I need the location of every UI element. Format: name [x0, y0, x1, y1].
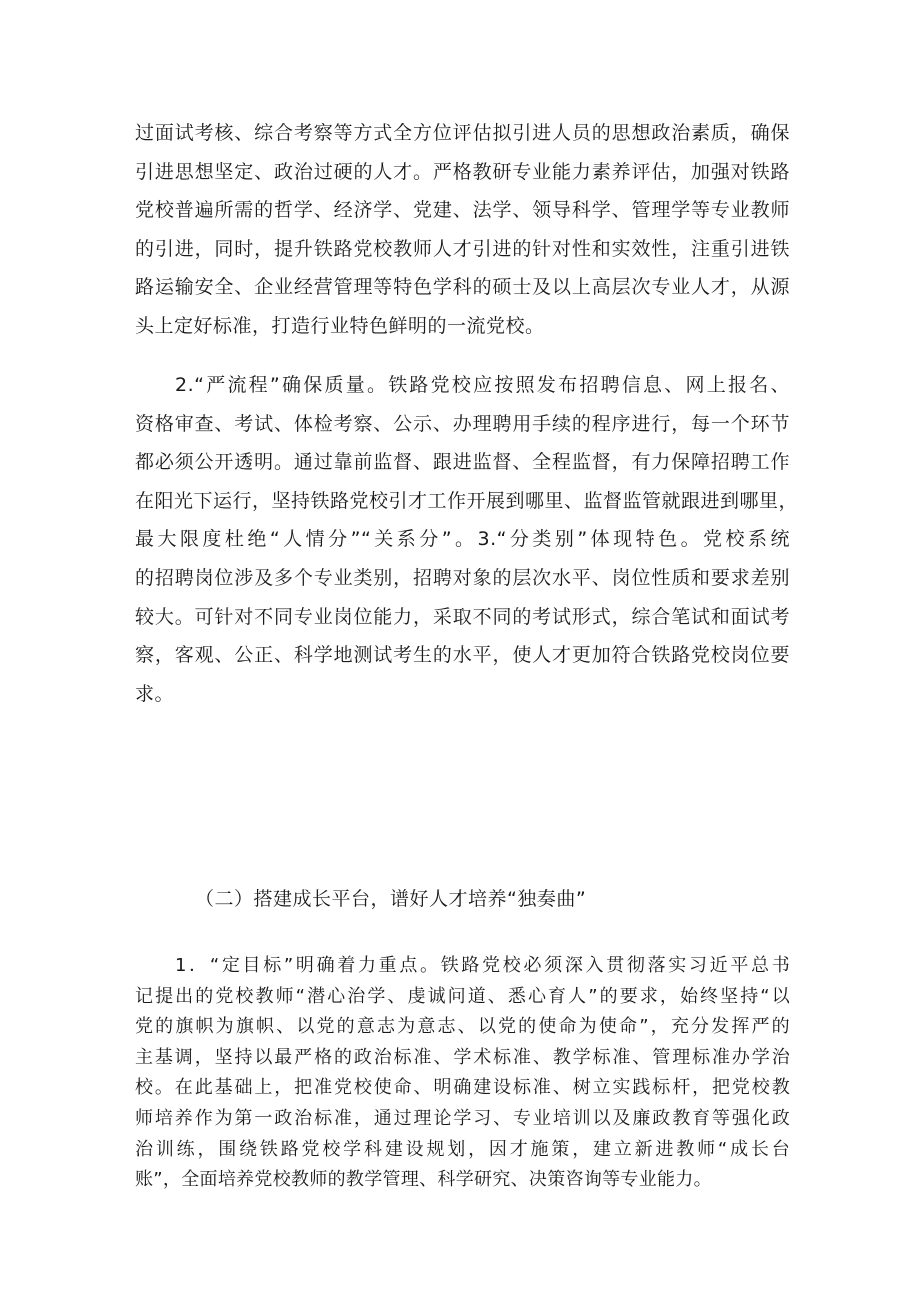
text-line: 主基调，坚持以最严格的政治标准、学术标准、教学标准、管理标准办学治	[135, 1046, 790, 1068]
text-line: 资格审查、考试、体检考察、公示、办理聘用手续的程序进行，每一个环节	[135, 412, 790, 435]
paragraph-talent-assessment	[135, 114, 790, 346]
text-line: 求。	[135, 682, 175, 705]
text-line: 引进思想坚定、政治过硬的人才。严格教研专业能力素养评估，加强对铁路	[135, 160, 790, 183]
text-line: 头上定好标准，打造行业特色鲜明的一流党校。	[135, 314, 545, 337]
text-line: 账”，全面培养党校教师的教学管理、科学研究、决策咨询等专业能力。	[135, 1169, 712, 1191]
text-line: 党校普遍所需的哲学、经济学、党建、法学、领导科学、管理学等专业教师	[135, 199, 790, 222]
section-subheading: （二）搭建成长平台，谱好人才培养“独奏曲”	[195, 888, 587, 910]
paragraph-set-goals	[135, 951, 790, 1196]
text-line: 的招聘岗位涉及多个专业类别，招聘对象的层次水平、岗位性质和要求差别	[135, 566, 790, 589]
text-line: 的引进，同时，提升铁路党校教师人才引进的针对性和实效性，注重引进铁	[135, 237, 790, 260]
text-line: 察，客观、公正、科学地测试考生的水平，使人才更加符合铁路党校岗位要	[135, 644, 790, 667]
text-line: 过面试考核、综合考察等方式全方位评估拟引进人员的思想政治素质，确保	[135, 122, 790, 144]
paragraph-strict-process	[135, 366, 799, 713]
text-line: 1．“定目标”明确着力重点。铁路党校必须深入贯彻落实习近平总书	[175, 955, 790, 976]
text-line: 最大限度杜绝“人情分”“关系分”。3.“分类别”体现特色。党校系统	[135, 528, 790, 551]
text-line: 在阳光下运行，坚持铁路党校引才工作开展到哪里、监督监管就跟进到哪里，	[135, 489, 799, 512]
text-line: 2.“严流程”确保质量。铁路党校应按照发布招聘信息、网上报名、	[175, 374, 790, 396]
text-line: 都必须公开透明。通过靠前监督、跟进监督、全程监督，有力保障招聘工作	[135, 451, 790, 474]
text-line: 党的旗帜为旗帜、以党的意志为意志、以党的使命为使命”，充分发挥严的	[135, 1016, 790, 1038]
text-line: 师培养作为第一政治标准，通过理论学习、专业培训以及廉政教育等强化政	[135, 1107, 790, 1129]
text-line: 记提出的党校教师“潜心治学、虔诚问道、悉心育人”的要求，始终坚持“以	[135, 985, 790, 1007]
text-line: 校。在此基础上，把准党校使命、明确建设标准、树立实践标杆，把党校教	[135, 1077, 790, 1099]
text-line: 路运输安全、企业经营管理等特色学科的硕士及以上高层次专业人才，从源	[135, 276, 790, 299]
text-line: 治训练，围绕铁路党校学科建设规划，因才施策，建立新进教师“成长台	[135, 1138, 790, 1160]
text-line: 较大。可针对不同专业岗位能力，采取不同的考试形式，综合笔试和面试考	[135, 605, 790, 628]
